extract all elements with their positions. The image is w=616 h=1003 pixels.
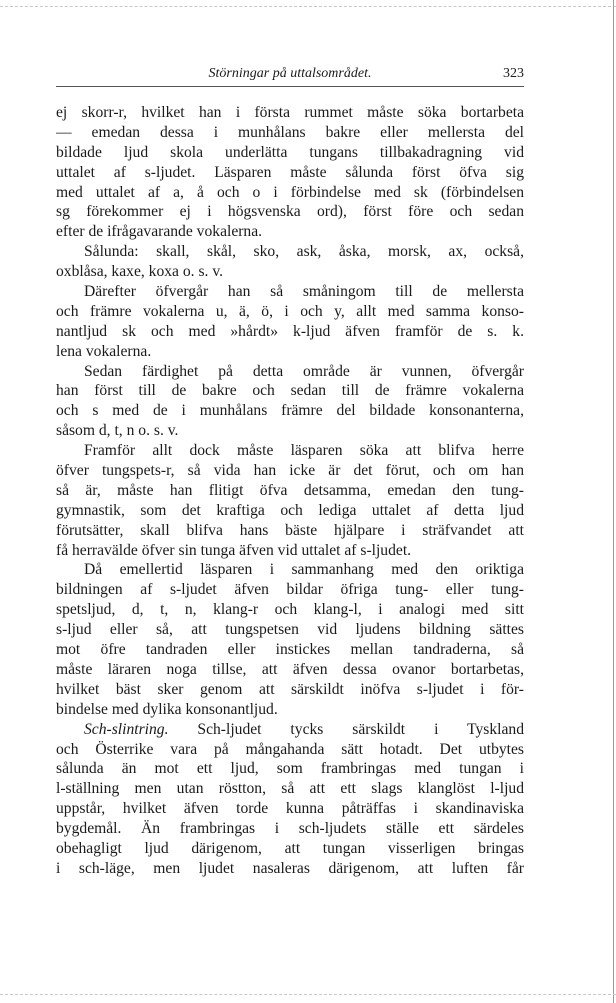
text-line: och Österrike vara på mångahanda sätt hotadt. Det utbytes (56, 740, 524, 758)
text-line: bildningen af s-ljudet äfven bildar öfriga tung- eller tung- (56, 581, 524, 599)
scan-right-edge (613, 0, 614, 1003)
text-line: sålunda än mot ett ljud, som frambringas med tungan i (56, 760, 524, 778)
text-line: bindelse med dylika konsonantljud. (56, 700, 278, 718)
text-line: Framför allt dock måste läsparen söka att blifva herre (84, 442, 524, 460)
text-line: spetsljud, d, t, n, klang-r och klang-l, i analogi med sitt (56, 601, 524, 619)
page-number: 323 (503, 66, 524, 81)
text-line: Därefter öfvergår han så småningom till de mellersta (84, 283, 524, 301)
text-line: så är, måste han flitigt öfva detsamma, emedan den tung- (56, 481, 524, 499)
text-line: och främre vokalerna u, ä, ö, i och y, allt med samma konso- (56, 302, 524, 320)
text-line: uttalet af s-ljudet. Läsparen måste sålunda först öfva sig (56, 163, 524, 181)
text-line: oxblåsa, kaxe, koxa o. s. v. (56, 263, 224, 281)
text-line: och s med de i munhålans främre del bildade konsonanterna, (56, 402, 524, 420)
text-line: efter de ifrågavarande vokalerna. (56, 223, 263, 241)
text-line: Sålunda: skall, skål, sko, ask, åska, morsk, ax, också, (84, 243, 524, 261)
text-line: i sch-läge, men ljudet nasaleras därigenom, att luften får (56, 859, 524, 877)
text-line: öfver tungspets-r, så vida han icke är det förut, och om han (56, 462, 524, 480)
text-line (56, 720, 524, 740)
text-line: få herravälde öfver sin tunga äfven vid uttalet af s-ljudet. (56, 541, 412, 559)
running-header (56, 62, 524, 87)
section-heading: Sch-slintring. (84, 720, 169, 738)
text-line: lena vokalerna. (56, 342, 152, 360)
scan-bottom-edge (0, 994, 616, 995)
text-line: Sedan färdighet på detta område är vunnen, öfvergår (84, 362, 524, 380)
text-line: hvilket bäst sker genom att särskildt inöfva s-ljudet i för- (56, 680, 524, 698)
scan-top-edge (0, 6, 616, 7)
text-line: bygdemål. Än frambringas i sch-ljudets ställe ett särdeles (56, 820, 524, 838)
text-line: l-ställning men utan röstton, så att ett slags klanglöst l-ljud (56, 780, 524, 798)
running-header-title: Störningar på uttalsområdet. (208, 66, 372, 81)
text-line: nantljud sk och med »hårdt» k-ljud äfven framför de s. k. (56, 322, 524, 340)
text-line: uppstår, hvilket äfven torde kunna påträffas i skandinaviska (56, 800, 524, 818)
body-text (56, 103, 524, 879)
text-line: obehagligt ljud därigenom, att tungan visserligen bringas (56, 839, 524, 857)
text-line: s-ljud eller så, att tungspetsen vid ljudens bildning sättes (56, 621, 524, 639)
text-line: måste läraren noga tillse, att äfven dessa ovanor bortarbetas, (56, 660, 524, 678)
text-line: han först till de bakre och sedan till de främre vokalerna (56, 382, 524, 400)
text-line: gymnastik, som det kraftiga och lediga uttalet af detta ljud (56, 501, 524, 519)
text-line: bildade ljud skola underlätta tungans tillbakadragning vid (56, 143, 524, 161)
text-line: mot öfre tandraden eller instickes mellan tandraderna, så (56, 641, 524, 659)
text-line: — emedan dessa i munhålans bakre eller mellersta del (56, 123, 524, 141)
text-line: sg förekommer ej i högsvenska ord), först före och sedan (56, 203, 524, 221)
text-line: med uttalet af a, å och o i förbindelse med sk (förbindelsen (56, 183, 524, 201)
text-line: Då emellertid läsparen i sammanhang med den oriktiga (84, 561, 524, 579)
text-line-rest: Sch-ljudet tycks särskildt i Tyskland (168, 720, 524, 738)
text-line: ej skorr-r, hvilket han i första rummet måste söka bortarbeta (56, 104, 524, 121)
text-line: såsom d, t, n o. s. v. (56, 422, 179, 440)
text-line: förutsätter, skall blifva hans bäste hjälpare i sträfvandet att (56, 521, 524, 539)
